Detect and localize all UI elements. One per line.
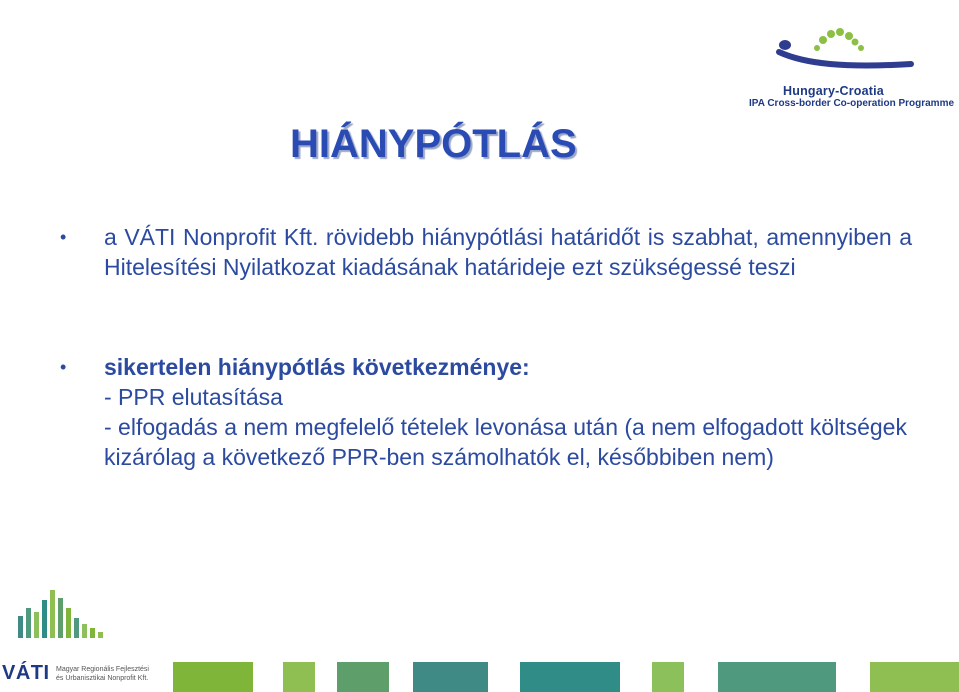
vati-logo-word: VÁTI bbox=[2, 662, 50, 684]
page-title: HIÁNYPÓTLÁS bbox=[290, 122, 577, 166]
hungary-croatia-logo bbox=[735, 18, 957, 130]
bullet-item bbox=[60, 222, 920, 282]
footer-strip-block bbox=[718, 662, 836, 692]
vati-bars-icon bbox=[18, 588, 113, 638]
footer-strip-block bbox=[413, 662, 488, 692]
bullet-icon: • bbox=[60, 227, 67, 247]
bullet-line: - PPR elutasítása bbox=[104, 384, 283, 410]
bullet-icon: • bbox=[60, 357, 67, 377]
footer-strip-block bbox=[283, 662, 315, 692]
bullet-line: - elfogadás a nem megfelelő tételek levonása után (a nem elfogadott költségek kizárólag a következő PPR-ben számolhatók el, későbbiben nem) bbox=[104, 414, 907, 470]
footer-strip-block bbox=[520, 662, 620, 692]
vati-desc-line: Magyar Regionális Fejlesztési bbox=[56, 666, 149, 673]
bullet-heading: sikertelen hiánypótlás következménye: bbox=[104, 354, 530, 380]
footer-strip-block bbox=[652, 662, 684, 692]
footer-strip-block bbox=[870, 662, 959, 692]
bullet-item bbox=[60, 352, 920, 472]
swoosh-dots-icon bbox=[735, 18, 957, 88]
footer-strip-block bbox=[337, 662, 389, 692]
bullet-text: a VÁTI Nonprofit Kft. rövidebb hiánypótlási határidőt is szabhat, amennyiben a Hitelesítési Nyilatkozat kiadásának határideje ezt szükségessé teszi bbox=[104, 224, 912, 280]
logo-subtitle: IPA Cross-border Co-operation Programme bbox=[749, 98, 955, 109]
footer-strip-block bbox=[173, 662, 253, 692]
logo-name: Hungary-Croatia bbox=[783, 84, 884, 98]
vati-logo-description bbox=[56, 665, 166, 683]
vati-desc-line: és Urbanisztikai Nonprofit Kft. bbox=[56, 675, 149, 682]
